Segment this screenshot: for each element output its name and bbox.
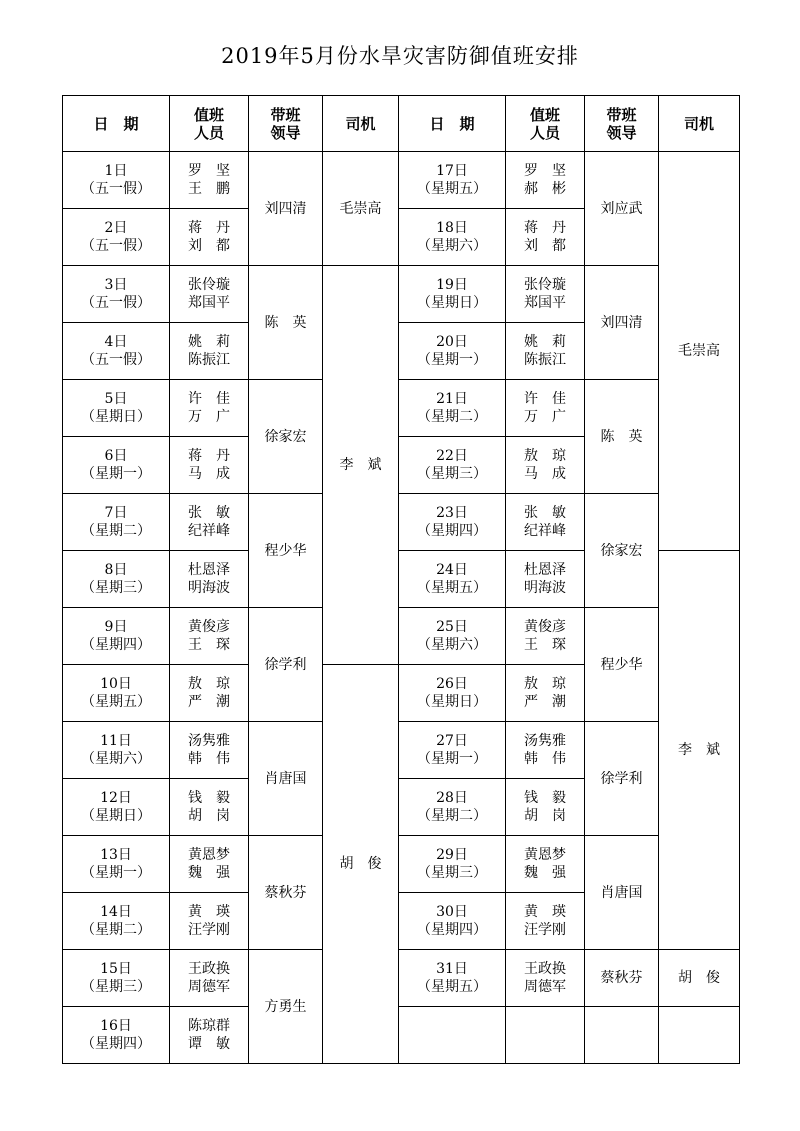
- driver-cell-right: 毛崇高: [659, 152, 740, 551]
- staff-cell-left: [170, 950, 249, 1007]
- date-cell-left: [63, 722, 170, 779]
- staff-cell-left: [170, 437, 249, 494]
- leader-cell-left: 徐学利: [249, 608, 323, 722]
- staff-cell-right-line1: 王政换: [524, 961, 566, 977]
- date-cell-left-line1: 16日: [100, 1018, 132, 1034]
- staff-cell-right: [506, 494, 585, 551]
- staff-cell-right-line1: 敖 琼: [524, 676, 566, 692]
- date-cell-left-line1: 10日: [100, 676, 132, 692]
- staff-cell-right-line1: 黄恩梦: [524, 847, 566, 863]
- date-cell-left-line2: （星期一）: [81, 466, 151, 482]
- staff-cell-left: [170, 266, 249, 323]
- date-cell-right-line1: 31日: [436, 961, 468, 977]
- date-cell-right-line1: 22日: [436, 448, 468, 464]
- date-cell-left-line1: 6日: [104, 448, 128, 464]
- staff-cell-right: [506, 380, 585, 437]
- staff-cell-left: [170, 836, 249, 893]
- date-cell-left-line2: （星期二）: [81, 523, 151, 539]
- staff-cell-right-line1: 黄 瑛: [524, 904, 566, 920]
- staff-cell-right-empty: [506, 1007, 585, 1064]
- leader-cell-left: 蔡秋芬: [249, 836, 323, 950]
- staff-cell-right-line2: 魏 强: [524, 865, 566, 881]
- staff-cell-left-line2: 陈振江: [188, 352, 230, 368]
- date-cell-left-line2: （五一假）: [81, 181, 151, 197]
- staff-cell-left: [170, 209, 249, 266]
- table-row: [63, 494, 740, 551]
- leader-cell-right: 刘四清: [585, 266, 659, 380]
- date-cell-left-line1: 9日: [104, 619, 128, 635]
- date-cell-right-line1: 29日: [436, 847, 468, 863]
- date-cell-right: [399, 380, 506, 437]
- date-cell-right-line1: 21日: [436, 391, 468, 407]
- staff-cell-right: [506, 209, 585, 266]
- date-cell-right-line2: （星期五）: [417, 181, 487, 197]
- staff-cell-right-line2: 纪祥峰: [524, 523, 566, 539]
- date-cell-left: [63, 152, 170, 209]
- staff-cell-left: [170, 323, 249, 380]
- leader-cell-right: 肖唐国: [585, 836, 659, 950]
- date-cell-left: [63, 380, 170, 437]
- date-cell-left: [63, 608, 170, 665]
- staff-cell-right: [506, 665, 585, 722]
- staff-cell-left-line2: 万 广: [188, 409, 230, 425]
- date-cell-right: [399, 950, 506, 1007]
- date-cell-right-line2: （星期二）: [417, 409, 487, 425]
- staff-cell-left-line1: 罗 坚: [188, 163, 230, 179]
- leader-cell-left: 肖唐国: [249, 722, 323, 836]
- staff-cell-left: [170, 722, 249, 779]
- staff-cell-left-line2: 韩 伟: [188, 751, 230, 767]
- date-cell-left-line1: 2日: [104, 220, 128, 236]
- date-cell-left-line1: 15日: [100, 961, 132, 977]
- date-cell-right-line2: （星期二）: [417, 808, 487, 824]
- date-cell-right-line1: 24日: [436, 562, 468, 578]
- date-cell-right-line2: （星期五）: [417, 979, 487, 995]
- header-leader-left: 带班 领导: [249, 96, 323, 152]
- date-cell-left: [63, 893, 170, 950]
- staff-cell-left-line1: 蒋 丹: [188, 448, 230, 464]
- date-cell-left-line2: （星期日）: [81, 409, 151, 425]
- leader-cell-left: 陈 英: [249, 266, 323, 380]
- date-cell-left: [63, 836, 170, 893]
- leader-cell-left: 程少华: [249, 494, 323, 608]
- date-cell-right-line2: （星期六）: [417, 238, 487, 254]
- staff-cell-right-line1: 姚 莉: [524, 334, 566, 350]
- date-cell-left-line2: （星期三）: [81, 580, 151, 596]
- date-cell-left-line2: （星期五）: [81, 694, 151, 710]
- staff-cell-left-line1: 许 佳: [188, 391, 230, 407]
- leader-cell-left: 方勇生: [249, 950, 323, 1064]
- date-cell-right: [399, 779, 506, 836]
- staff-cell-left-line1: 汤隽雅: [188, 733, 230, 749]
- date-cell-left-line1: 12日: [100, 790, 132, 806]
- staff-cell-left-line1: 黄恩梦: [188, 847, 230, 863]
- staff-cell-left-line2: 王 鹏: [188, 181, 230, 197]
- header-leader-right: 带班 领导: [585, 96, 659, 152]
- date-cell-left: [63, 551, 170, 608]
- header-staff-left: 值班 人员: [170, 96, 249, 152]
- duty-roster-table: [62, 95, 740, 1064]
- roster-body: [63, 96, 740, 1064]
- date-cell-right-line2: （星期四）: [417, 922, 487, 938]
- date-cell-left-line1: 14日: [100, 904, 132, 920]
- leader-cell-right-empty: [585, 1007, 659, 1064]
- date-cell-left-line2: （星期四）: [81, 637, 151, 653]
- staff-cell-left-line1: 钱 毅: [188, 790, 230, 806]
- date-cell-left-line1: 5日: [104, 391, 128, 407]
- date-cell-right: [399, 893, 506, 950]
- staff-cell-right: [506, 152, 585, 209]
- staff-cell-right: [506, 836, 585, 893]
- table-row: [63, 950, 740, 1007]
- date-cell-left-line1: 11日: [100, 733, 132, 749]
- staff-cell-right-line2: 周德军: [524, 979, 566, 995]
- table-row: [63, 722, 740, 779]
- staff-cell-left: [170, 893, 249, 950]
- staff-cell-left-line1: 杜恩泽: [188, 562, 230, 578]
- date-cell-right-line1: 18日: [436, 220, 468, 236]
- staff-cell-right-line1: 杜恩泽: [524, 562, 566, 578]
- staff-cell-left-line1: 王政换: [188, 961, 230, 977]
- staff-cell-right-line1: 敖 琼: [524, 448, 566, 464]
- date-cell-right: [399, 551, 506, 608]
- staff-cell-left: [170, 152, 249, 209]
- leader-cell-right: 蔡秋芬: [585, 950, 659, 1007]
- staff-cell-right: [506, 722, 585, 779]
- date-cell-left: [63, 1007, 170, 1064]
- staff-cell-left-line1: 蒋 丹: [188, 220, 230, 236]
- date-cell-left-line2: （五一假）: [81, 238, 151, 254]
- staff-cell-right: [506, 266, 585, 323]
- date-cell-left-line2: （星期三）: [81, 979, 151, 995]
- date-cell-right-line2: （星期日）: [417, 694, 487, 710]
- date-cell-left-line2: （星期一）: [81, 865, 151, 881]
- date-cell-right: [399, 608, 506, 665]
- date-cell-left-line2: （星期六）: [81, 751, 151, 767]
- staff-cell-right-line2: 马 成: [524, 466, 566, 482]
- staff-cell-left-line1: 黄俊彦: [188, 619, 230, 635]
- date-cell-right-line1: 19日: [436, 277, 468, 293]
- staff-cell-right: [506, 950, 585, 1007]
- staff-cell-left-line2: 郑国平: [188, 295, 230, 311]
- date-cell-right-line2: （星期六）: [417, 637, 487, 653]
- staff-cell-right-line2: 陈振江: [524, 352, 566, 368]
- staff-cell-left-line2: 周德军: [188, 979, 230, 995]
- staff-cell-left-line1: 黄 瑛: [188, 904, 230, 920]
- date-cell-right-line1: 20日: [436, 334, 468, 350]
- header-driver-left: 司机: [323, 96, 399, 152]
- date-cell-right-line2: （星期四）: [417, 523, 487, 539]
- staff-cell-right-line2: 严 潮: [524, 694, 566, 710]
- date-cell-left-line1: 8日: [104, 562, 128, 578]
- driver-cell-right: 胡 俊: [659, 950, 740, 1007]
- date-cell-left: [63, 665, 170, 722]
- date-cell-right-line1: 28日: [436, 790, 468, 806]
- table-row: [63, 836, 740, 893]
- staff-cell-right-line1: 张伶璇: [524, 277, 566, 293]
- staff-cell-right-line2: 汪学刚: [524, 922, 566, 938]
- table-row: [63, 266, 740, 323]
- staff-cell-left-line2: 汪学刚: [188, 922, 230, 938]
- date-cell-right: [399, 266, 506, 323]
- date-cell-left-line2: （星期二）: [81, 922, 151, 938]
- staff-cell-left-line1: 张 敏: [188, 505, 230, 521]
- staff-cell-right: [506, 893, 585, 950]
- table-row: [63, 1007, 740, 1064]
- staff-cell-left: [170, 494, 249, 551]
- staff-cell-left-line2: 胡 岗: [188, 808, 230, 824]
- leader-cell-left: 刘四清: [249, 152, 323, 266]
- staff-cell-left-line2: 明海波: [188, 580, 230, 596]
- date-cell-right-line1: 23日: [436, 505, 468, 521]
- staff-cell-right-line2: 郑国平: [524, 295, 566, 311]
- date-cell-left-line1: 3日: [104, 277, 128, 293]
- date-cell-right-line2: （星期五）: [417, 580, 487, 596]
- date-cell-left: [63, 437, 170, 494]
- staff-cell-right: [506, 551, 585, 608]
- staff-cell-right-line2: 郝 彬: [524, 181, 566, 197]
- page-title: 2019年5月份水旱灾害防御值班安排: [221, 44, 579, 68]
- staff-cell-right-line1: 汤隽雅: [524, 733, 566, 749]
- staff-cell-left-line2: 王 琛: [188, 637, 230, 653]
- staff-cell-right-line2: 万 广: [524, 409, 566, 425]
- staff-cell-right-line1: 黄俊彦: [524, 619, 566, 635]
- date-cell-right: [399, 836, 506, 893]
- staff-cell-right-line2: 明海波: [524, 580, 566, 596]
- date-cell-right: [399, 665, 506, 722]
- staff-cell-right-line1: 蒋 丹: [524, 220, 566, 236]
- header-driver-right: 司机: [659, 96, 740, 152]
- table-row: [63, 380, 740, 437]
- header-date-left: 日 期: [63, 96, 170, 152]
- date-cell-left: [63, 323, 170, 380]
- date-cell-left-line1: 4日: [104, 334, 128, 350]
- date-cell-right-line2: （星期一）: [417, 751, 487, 767]
- date-cell-right-empty: [399, 1007, 506, 1064]
- date-cell-right-line1: 27日: [436, 733, 468, 749]
- staff-cell-right-line1: 许 佳: [524, 391, 566, 407]
- staff-cell-left-line1: 张伶璇: [188, 277, 230, 293]
- staff-cell-right-line1: 罗 坚: [524, 163, 566, 179]
- driver-cell-left: 毛崇高: [323, 152, 399, 266]
- date-cell-right-line1: 17日: [436, 163, 468, 179]
- leader-cell-left: 徐家宏: [249, 380, 323, 494]
- staff-cell-left: [170, 1007, 249, 1064]
- staff-cell-left: [170, 665, 249, 722]
- staff-cell-left-line1: 陈琼群: [188, 1018, 230, 1034]
- date-cell-left: [63, 779, 170, 836]
- date-cell-left-line2: （五一假）: [81, 352, 151, 368]
- staff-cell-left-line2: 魏 强: [188, 865, 230, 881]
- driver-cell-left: 李 斌: [323, 266, 399, 665]
- staff-cell-left: [170, 380, 249, 437]
- staff-cell-left-line1: 敖 琼: [188, 676, 230, 692]
- date-cell-right: [399, 209, 506, 266]
- staff-cell-right: [506, 437, 585, 494]
- leader-cell-right: 陈 英: [585, 380, 659, 494]
- staff-cell-left-line2: 刘 都: [188, 238, 230, 254]
- staff-cell-right-line1: 钱 毅: [524, 790, 566, 806]
- date-cell-left-line1: 7日: [104, 505, 128, 521]
- staff-cell-right: [506, 608, 585, 665]
- date-cell-left: [63, 494, 170, 551]
- date-cell-right-line1: 26日: [436, 676, 468, 692]
- date-cell-left-line2: （星期日）: [81, 808, 151, 824]
- date-cell-right-line1: 25日: [436, 619, 468, 635]
- table-row: [63, 608, 740, 665]
- date-cell-left: [63, 950, 170, 1007]
- staff-cell-right-line2: 刘 都: [524, 238, 566, 254]
- staff-cell-left: [170, 608, 249, 665]
- date-cell-right: [399, 323, 506, 380]
- date-cell-left-line2: （五一假）: [81, 295, 151, 311]
- staff-cell-left: [170, 551, 249, 608]
- driver-cell-right-empty: [659, 1007, 740, 1064]
- driver-cell-left: 胡 俊: [323, 665, 399, 1064]
- staff-cell-left-line2: 纪祥峰: [188, 523, 230, 539]
- staff-cell-right: [506, 779, 585, 836]
- table-header-row: [63, 96, 740, 152]
- staff-cell-right-line2: 胡 岗: [524, 808, 566, 824]
- date-cell-right: [399, 152, 506, 209]
- leader-cell-right: 徐学利: [585, 722, 659, 836]
- driver-cell-right: 李 斌: [659, 551, 740, 950]
- header-date-right: 日 期: [399, 96, 506, 152]
- date-cell-left: [63, 209, 170, 266]
- leader-cell-right: 刘应武: [585, 152, 659, 266]
- date-cell-right-line1: 30日: [436, 904, 468, 920]
- staff-cell-left-line2: 谭 敏: [188, 1036, 230, 1052]
- date-cell-left: [63, 266, 170, 323]
- date-cell-left-line1: 1日: [104, 163, 128, 179]
- leader-cell-right: 徐家宏: [585, 494, 659, 608]
- staff-cell-left: [170, 779, 249, 836]
- date-cell-right: [399, 494, 506, 551]
- staff-cell-right-line2: 王 琛: [524, 637, 566, 653]
- staff-cell-left-line2: 严 潮: [188, 694, 230, 710]
- date-cell-right: [399, 437, 506, 494]
- staff-cell-right-line1: 张 敏: [524, 505, 566, 521]
- date-cell-right-line2: （星期日）: [417, 295, 487, 311]
- header-staff-right: 值班 人员: [506, 96, 585, 152]
- staff-cell-right: [506, 323, 585, 380]
- date-cell-right-line2: （星期三）: [417, 466, 487, 482]
- date-cell-left-line1: 13日: [100, 847, 132, 863]
- staff-cell-right-line2: 韩 伟: [524, 751, 566, 767]
- leader-cell-right: 程少华: [585, 608, 659, 722]
- date-cell-right-line2: （星期一）: [417, 352, 487, 368]
- date-cell-right: [399, 722, 506, 779]
- staff-cell-left-line2: 马 成: [188, 466, 230, 482]
- date-cell-left-line2: （星期四）: [81, 1036, 151, 1052]
- table-row: [63, 152, 740, 209]
- date-cell-right-line2: （星期三）: [417, 865, 487, 881]
- staff-cell-left-line1: 姚 莉: [188, 334, 230, 350]
